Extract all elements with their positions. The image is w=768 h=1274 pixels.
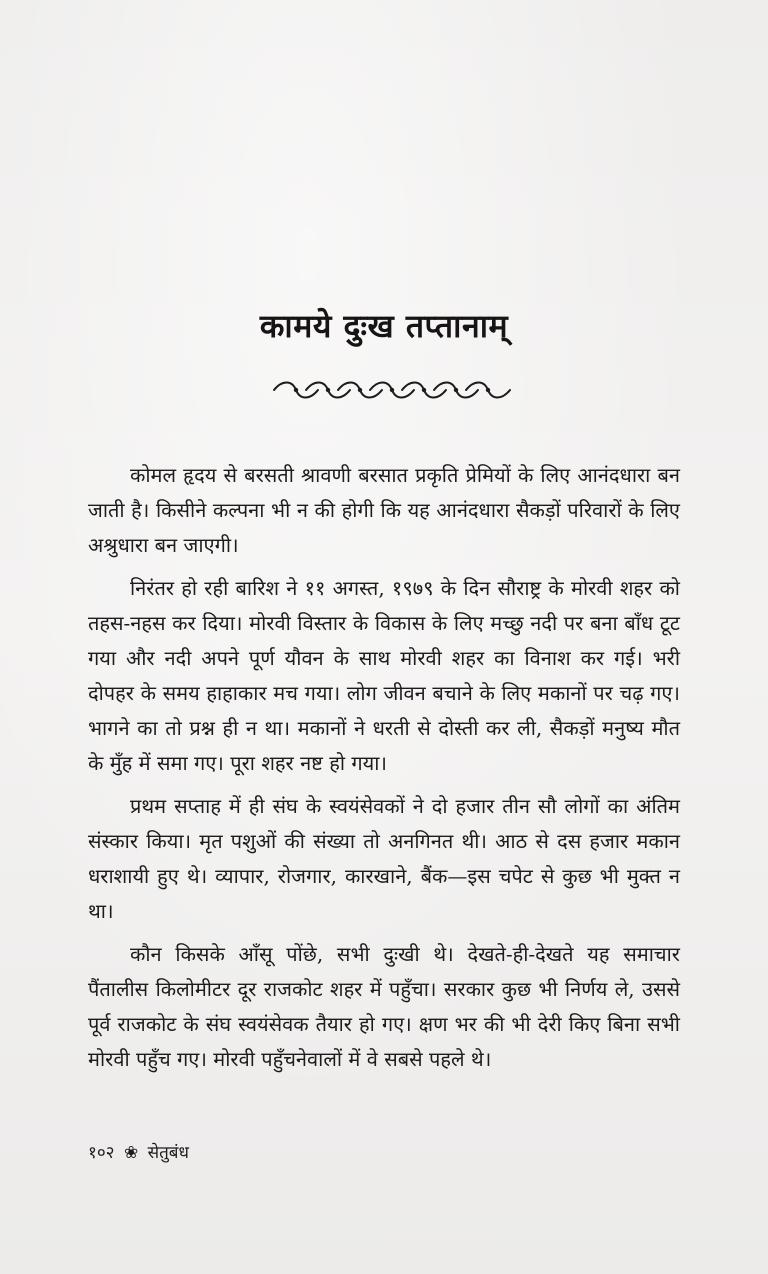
page-footer: [88, 1140, 189, 1163]
chapter-title: कामये दुःख तप्तानाम्: [259, 307, 509, 345]
paragraph-1: कोमल हृदय से बरसती श्रावणी बरसात प्रकृति प्रेमियों के लिए आनंदधारा बन जाती है। किसीने कल्पना भी न की होगी कि यह आनंदधारा सैकड़ों परिवारों के लिए अश्रुधारा बन जाएगी।: [88, 463, 680, 557]
chapter-body: [88, 458, 680, 1085]
paragraph-2: निरंतर हो रही बारिश ने ११ अगस्त, १९७९ के दिन सौराष्ट्र के मोरवी शहर को तहस-नहस कर दिया। मोरवी विस्तार के विकास के लिए मच्छु नदी पर बना बाँध टूट गया और नदी अपने पूर्ण यौवन के साथ मोरवी शहर का विनाश कर गई। भरी दोपहर के समय हाहाकार मच गया। लोग जीवन बचाने के लिए मकानों पर चढ़ गए। भागने का तो प्रश्न ही न था। मकानों ने धरती से दोस्ती कर ली, सैकड़ों मनुष्य मौत के मुँह में समा गए। पूरा शहर नष्ट हो गया।: [88, 576, 680, 775]
flower-separator-icon: ❀: [123, 1143, 139, 1163]
paragraph-4: कौन किसके आँसू पोंछे, सभी दुःखी थे। देखते-ही-देखते यह समाचार पैंतालीस किलोमीटर दूर राजकोट शहर में पहुँचा। सरकार कुछ भी निर्णय ले, उससे पूर्व राजकोट के संघ स्वयंसेवक तैयार हो गए। क्षण भर की भी देरी किए बिना सभी मोरवी पहुँच गए। मोरवी पहुँचनेवालों में वे सबसे पहले थे।: [88, 942, 680, 1071]
paragraph-3: प्रथम सप्ताह में ही संघ के स्वयंसेवकों ने दो हजार तीन सौ लोगों का अंतिम संस्कार किया। मृत पशुओं की संख्या तो अनगिनत थी। आठ से दस हजार मकान धराशायी हुए थे। व्यापार, रोजगार, कारखाने, बैंक—इस चपेट से कुछ भी मुक्त न था।: [88, 794, 680, 923]
book-title: सेतुबंध: [147, 1143, 189, 1163]
page-number: १०२: [88, 1143, 115, 1163]
ornament-divider-icon: [270, 378, 516, 402]
